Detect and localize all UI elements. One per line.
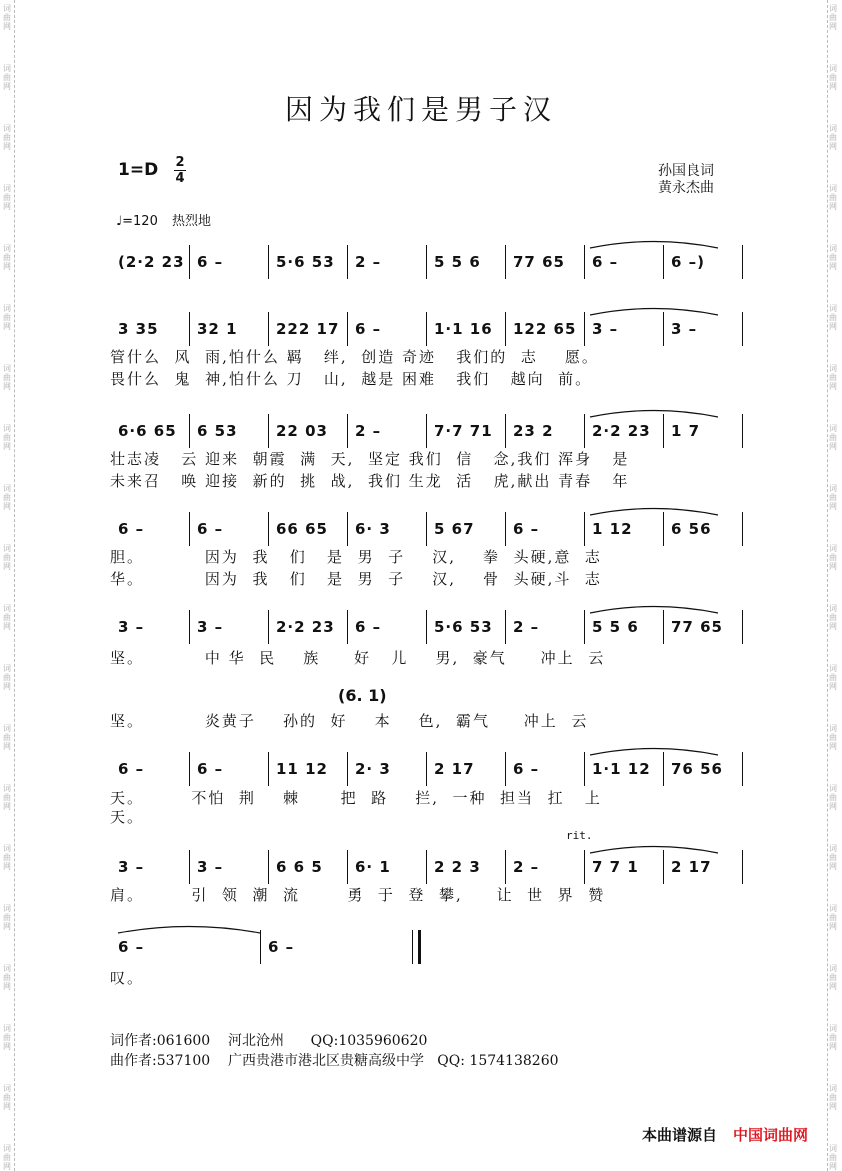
watermark-glyph: 网 [829, 142, 837, 151]
source-attribution [642, 1124, 808, 1145]
watermark-glyph: 曲 [3, 73, 11, 82]
lyric-line: 胆。 因为 我 们 是 男 子 汉, 拳 头硬,意 志 [110, 548, 602, 566]
slur [590, 309, 718, 316]
watermark-glyph: 曲 [829, 673, 837, 682]
watermark-glyph: 网 [829, 1042, 837, 1051]
bar-line [347, 414, 348, 448]
watermark-glyph: 网 [829, 502, 837, 511]
bar-line [584, 610, 585, 644]
bar-line [426, 610, 427, 644]
watermark-glyph: 曲 [3, 553, 11, 562]
watermark-glyph: 网 [829, 1162, 837, 1171]
watermark-glyph: 词 [829, 604, 837, 613]
bar-line [505, 312, 506, 346]
watermark-glyph: 网 [829, 682, 837, 691]
measure: 2 – [513, 618, 540, 636]
measure: 5 5 6 [592, 618, 639, 636]
staff-system [110, 312, 732, 346]
tempo [116, 210, 211, 229]
watermark-glyph: 词 [3, 364, 11, 373]
bar-line [663, 245, 664, 279]
bar-line [268, 752, 269, 786]
watermark-glyph: 词 [3, 1084, 11, 1093]
watermark-glyph: 网 [3, 742, 11, 751]
watermark-glyph: 曲 [3, 253, 11, 262]
watermark-glyph: 词 [3, 844, 11, 853]
watermark-glyph: 词 [3, 604, 11, 613]
bar-line [260, 930, 261, 964]
measure: 3 – [118, 618, 145, 636]
measure: 76 56 [671, 760, 723, 778]
watermark-glyph: 网 [829, 1102, 837, 1111]
bar-line [505, 414, 506, 448]
bar-line [663, 850, 664, 884]
bar-line [347, 312, 348, 346]
slur-marks [110, 842, 742, 854]
lyricist: 孙国良词 [658, 163, 714, 179]
ritardando-mark: rit. [566, 829, 593, 842]
measure: 6 – [355, 320, 382, 338]
expression-mark: 热烈地 [171, 214, 211, 229]
watermark-glyph: 曲 [3, 133, 11, 142]
measure: 2 – [513, 858, 540, 876]
watermark-glyph: 曲 [829, 973, 837, 982]
measure: 5·6 53 [276, 253, 335, 271]
song-title: 因为我们是男子汉 [284, 93, 557, 126]
staff-system [110, 245, 732, 279]
measure: 6 56 [671, 520, 712, 538]
bar-line [663, 414, 664, 448]
tempo-mark: ♩=120 [116, 214, 158, 229]
staff-system [110, 752, 732, 786]
watermark-glyph: 曲 [829, 493, 837, 502]
bar-line [742, 245, 743, 279]
bar-line [347, 752, 348, 786]
watermark-glyph: 曲 [829, 313, 837, 322]
watermark-glyph: 网 [829, 22, 837, 31]
watermark-glyph: 网 [3, 202, 11, 211]
watermark-glyph: 词 [829, 1024, 837, 1033]
lyric-line: 壮志凌 云 迎来 朝霞 满 天, 坚定 我们 信 念,我们 浑身 是 [110, 450, 630, 468]
watermark-glyph: 词 [829, 304, 837, 313]
measure: 6 53 [197, 422, 238, 440]
staff-system [110, 850, 732, 884]
watermark-glyph: 词 [3, 424, 11, 433]
slur-marks [110, 304, 742, 316]
watermark-glyph: 曲 [3, 673, 11, 682]
key-signature: 1=D [118, 160, 159, 180]
watermark-glyph: 词 [3, 964, 11, 973]
left-margin [0, 0, 15, 1171]
watermark-glyph: 词 [3, 124, 11, 133]
bar-line [426, 312, 427, 346]
measure: 6· 3 [355, 520, 391, 538]
bar-line [505, 512, 506, 546]
measure: 22 03 [276, 422, 328, 440]
watermark-glyph: 曲 [829, 613, 837, 622]
measure: 222 17 [276, 320, 340, 338]
bar-line [505, 850, 506, 884]
watermark-glyph: 曲 [829, 133, 837, 142]
watermark-glyph: 曲 [3, 733, 11, 742]
watermark-glyph: 词 [829, 664, 837, 673]
measure: 3 – [197, 618, 224, 636]
bar-line [189, 610, 190, 644]
slur [118, 927, 260, 934]
watermark-glyph: 词 [3, 1144, 11, 1153]
watermark-glyph: 词 [829, 484, 837, 493]
measure: 6 – [118, 520, 145, 538]
watermark-glyph: 词 [829, 904, 837, 913]
bar-line [426, 512, 427, 546]
bar-line [268, 312, 269, 346]
slur-marks [110, 504, 742, 516]
bar-line [426, 752, 427, 786]
bar-line [268, 610, 269, 644]
watermark-glyph: 词 [829, 4, 837, 13]
measure: 1 12 [592, 520, 633, 538]
bar-line [426, 245, 427, 279]
slur [590, 242, 718, 249]
watermark-glyph: 词 [3, 784, 11, 793]
bar-line [584, 752, 585, 786]
measure: 6·6 65 [118, 422, 177, 440]
bar-line [505, 752, 506, 786]
watermark-glyph: 曲 [3, 433, 11, 442]
measure: 77 65 [671, 618, 723, 636]
watermark-glyph: 网 [3, 82, 11, 91]
watermark-glyph: 网 [829, 982, 837, 991]
measure: 3 – [592, 320, 619, 338]
bar-line [189, 752, 190, 786]
watermark-glyph: 网 [3, 142, 11, 151]
measure: 6 – [197, 253, 224, 271]
bar-line [584, 850, 585, 884]
watermark-glyph: 曲 [829, 433, 837, 442]
watermark-glyph: 曲 [3, 313, 11, 322]
watermark-glyph: 词 [829, 1144, 837, 1153]
bar-line [584, 312, 585, 346]
measure: 6 – [197, 760, 224, 778]
measure: (2·2 23 [118, 253, 185, 271]
watermark-glyph: 词 [829, 964, 837, 973]
slur-marks [110, 406, 742, 418]
measure: 6 – [513, 520, 540, 538]
measure: 3 35 [118, 320, 159, 338]
measure: 2 2 3 [434, 858, 481, 876]
watermark-glyph: 曲 [3, 613, 11, 622]
watermark-glyph: 网 [829, 322, 837, 331]
watermark-glyph: 曲 [3, 373, 11, 382]
measure: 6 – [118, 938, 145, 956]
measure: 3 – [671, 320, 698, 338]
lyric-line: 华。 因为 我 们 是 男 子 汉, 骨 头硬,斗 志 [110, 570, 602, 588]
slur-marks [110, 602, 742, 614]
staff-system [110, 610, 732, 644]
watermark-glyph: 曲 [829, 253, 837, 262]
bar-line [268, 850, 269, 884]
slur-marks [110, 744, 742, 756]
slur [590, 411, 718, 418]
bar-line [742, 414, 743, 448]
slur [590, 847, 718, 854]
watermark-glyph: 曲 [829, 793, 837, 802]
time-signature-top: 2 [175, 155, 185, 170]
watermark-glyph: 网 [3, 982, 11, 991]
measure: 1 7 [671, 422, 701, 440]
watermark-glyph: 网 [829, 922, 837, 931]
measure: 2 17 [671, 858, 712, 876]
watermark-glyph: 词 [3, 1024, 11, 1033]
watermark-glyph: 曲 [3, 793, 11, 802]
watermark-glyph: 网 [3, 1042, 11, 1051]
watermark-glyph: 网 [829, 82, 837, 91]
footer-composer-info: 曲作者:537100 广西贵港市港北区贵糖高级中学 QQ: 1574138260 [110, 1053, 559, 1069]
watermark-glyph: 网 [829, 622, 837, 631]
watermark-glyph: 网 [3, 262, 11, 271]
watermark-glyph: 词 [829, 424, 837, 433]
measure: 7·7 71 [434, 422, 493, 440]
watermark-glyph: 词 [829, 724, 837, 733]
watermark-glyph: 网 [3, 622, 11, 631]
watermark-glyph: 网 [3, 382, 11, 391]
watermark-glyph: 曲 [3, 493, 11, 502]
bar-line [663, 610, 664, 644]
watermark-glyph: 曲 [3, 913, 11, 922]
measure: 3 – [197, 858, 224, 876]
composer: 黄永杰曲 [658, 180, 714, 196]
bar-line [742, 512, 743, 546]
credits [658, 163, 714, 197]
bar-line [268, 414, 269, 448]
bar-line [189, 312, 190, 346]
bar-line [189, 512, 190, 546]
watermark-glyph: 网 [3, 802, 11, 811]
watermark-glyph: 词 [3, 304, 11, 313]
watermark-glyph: 曲 [3, 853, 11, 862]
right-margin [827, 0, 842, 1171]
lyric-line: 管什么 风 雨,怕什么 羁 绊, 创造 奇迹 我们的 志 愿。 [110, 348, 599, 366]
watermark-glyph: 曲 [3, 193, 11, 202]
bar-line [347, 850, 348, 884]
time-signature-bottom: 4 [175, 171, 185, 186]
bar-line [347, 512, 348, 546]
watermark-glyph: 词 [3, 244, 11, 253]
watermark-glyph: 曲 [829, 1153, 837, 1162]
watermark-glyph: 网 [829, 202, 837, 211]
measure: 2· 3 [355, 760, 391, 778]
watermark-glyph: 曲 [829, 553, 837, 562]
watermark-glyph: 词 [3, 724, 11, 733]
watermark-glyph: 词 [3, 484, 11, 493]
watermark-glyph: 网 [829, 562, 837, 571]
watermark-glyph: 网 [3, 1162, 11, 1171]
measure: 5 5 6 [434, 253, 481, 271]
watermark-glyph: 曲 [829, 73, 837, 82]
lyric-line: 坚。 炎黄子 孙的 好 本 色, 霸气 冲上 云 [110, 712, 589, 730]
measure: 6 –) [671, 253, 706, 271]
bar-line [584, 414, 585, 448]
watermark-glyph: 词 [829, 64, 837, 73]
watermark-glyph: 词 [829, 784, 837, 793]
watermark-glyph: 词 [829, 364, 837, 373]
watermark-glyph: 网 [3, 442, 11, 451]
watermark-glyph: 曲 [829, 1033, 837, 1042]
measure: 5 67 [434, 520, 475, 538]
watermark-glyph: 曲 [829, 733, 837, 742]
bar-line [347, 610, 348, 644]
watermark-glyph: 网 [3, 1102, 11, 1111]
watermark-glyph: 词 [3, 184, 11, 193]
lyric-line: 坚。 中 华 民 族 好 儿 男, 豪气 冲上 云 [110, 649, 606, 667]
source-site-link[interactable]: 中国词曲网 [732, 1126, 808, 1144]
watermark-glyph: 曲 [829, 373, 837, 382]
watermark-glyph: 词 [829, 244, 837, 253]
bar-line [742, 312, 743, 346]
watermark-glyph: 词 [3, 64, 11, 73]
bar-line [505, 610, 506, 644]
measure: 23 2 [513, 422, 554, 440]
bar-line [189, 850, 190, 884]
watermark-glyph: 曲 [3, 1153, 11, 1162]
bar-line [742, 610, 743, 644]
bar-line [268, 512, 269, 546]
bar-line [189, 245, 190, 279]
staff-system [110, 414, 732, 448]
measure: 1·1 12 [592, 760, 651, 778]
watermark-glyph: 曲 [829, 853, 837, 862]
measure: 6 – [592, 253, 619, 271]
watermark-glyph: 词 [829, 544, 837, 553]
bar-line [426, 850, 427, 884]
measure: 32 1 [197, 320, 238, 338]
measure: 3 – [118, 858, 145, 876]
bar-line [663, 752, 664, 786]
measure: 77 65 [513, 253, 565, 271]
slur [590, 749, 718, 756]
watermark-glyph: 网 [829, 742, 837, 751]
measure: 2 – [355, 422, 382, 440]
measure: 66 65 [276, 520, 328, 538]
watermark-glyph: 词 [829, 1084, 837, 1093]
source-label: 本曲谱源自 [641, 1126, 717, 1144]
watermark-glyph: 词 [829, 844, 837, 853]
lyric-line: 肩。 引 领 潮 流 勇 于 登 攀, 让 世 界 赞 [110, 886, 606, 904]
watermark-glyph: 词 [3, 4, 11, 13]
watermark-glyph: 曲 [3, 1093, 11, 1102]
measure: 2·2 23 [592, 422, 651, 440]
watermark-glyph: 网 [3, 322, 11, 331]
time-signature [174, 156, 186, 185]
bar-line [268, 245, 269, 279]
watermark-glyph: 曲 [829, 13, 837, 22]
watermark-glyph: 词 [829, 184, 837, 193]
lyric-line: 天。 不怕 荆 棘 把 路 拦, 一种 担当 扛 上 [110, 789, 602, 807]
measure: 6 – [355, 618, 382, 636]
measure: 1·1 16 [434, 320, 493, 338]
measure: 6 – [197, 520, 224, 538]
bar-line [426, 414, 427, 448]
slur [590, 509, 718, 516]
lyric-line: 畏什么 鬼 神,怕什么 刀 山, 越是 困难 我们 越向 前。 [110, 370, 593, 388]
watermark-glyph: 网 [3, 22, 11, 31]
measure: 6· 1 [355, 858, 391, 876]
slur-marks [110, 922, 742, 934]
watermark-glyph: 网 [3, 682, 11, 691]
bar-line [347, 245, 348, 279]
measure: 2 17 [434, 760, 475, 778]
measure: 2 – [355, 253, 382, 271]
lyric-line: 天。 [110, 808, 145, 826]
watermark-glyph: 网 [3, 862, 11, 871]
footer-lyricist-info: 词作者:061600 河北沧州 QQ:1035960620 [110, 1033, 428, 1049]
measure: 7 7 1 [592, 858, 639, 876]
bar-line [742, 752, 743, 786]
measure: 11 12 [276, 760, 328, 778]
staff-system [110, 512, 732, 546]
watermark-glyph: 词 [829, 124, 837, 133]
lyric-line: 叹。 [110, 969, 145, 987]
measure: 122 65 [513, 320, 577, 338]
watermark-glyph: 曲 [3, 13, 11, 22]
watermark-glyph: 曲 [829, 913, 837, 922]
watermark-glyph: 网 [829, 262, 837, 271]
bar-line [584, 512, 585, 546]
bar-line [189, 414, 190, 448]
bar-line [584, 245, 585, 279]
watermark-glyph: 网 [3, 922, 11, 931]
lyric-line: 未来召 唤 迎接 新的 挑 战, 我们 生龙 活 虎,献出 青春 年 [110, 472, 630, 490]
bar-line [742, 850, 743, 884]
alternate-notes: (6. 1) [338, 686, 387, 705]
slur-marks [110, 237, 742, 249]
watermark-glyph: 网 [3, 562, 11, 571]
slur [590, 607, 718, 614]
watermark-glyph: 词 [3, 904, 11, 913]
watermark-glyph: 曲 [3, 1033, 11, 1042]
staff-system [110, 930, 732, 964]
measure: 6 – [268, 938, 295, 956]
measure: 6 6 5 [276, 858, 323, 876]
watermark-glyph: 网 [829, 382, 837, 391]
bar-line [663, 512, 664, 546]
measure: 5·6 53 [434, 618, 493, 636]
watermark-glyph: 网 [829, 862, 837, 871]
watermark-glyph: 网 [829, 442, 837, 451]
bar-line [663, 312, 664, 346]
final-barline [412, 930, 421, 964]
bar-line [505, 245, 506, 279]
watermark-glyph: 曲 [829, 193, 837, 202]
measure: 6 – [118, 760, 145, 778]
measure: 2·2 23 [276, 618, 335, 636]
watermark-glyph: 网 [829, 802, 837, 811]
watermark-glyph: 网 [3, 502, 11, 511]
watermark-glyph: 曲 [3, 973, 11, 982]
watermark-glyph: 词 [3, 664, 11, 673]
watermark-glyph: 词 [3, 544, 11, 553]
watermark-glyph: 曲 [829, 1093, 837, 1102]
measure: 6 – [513, 760, 540, 778]
